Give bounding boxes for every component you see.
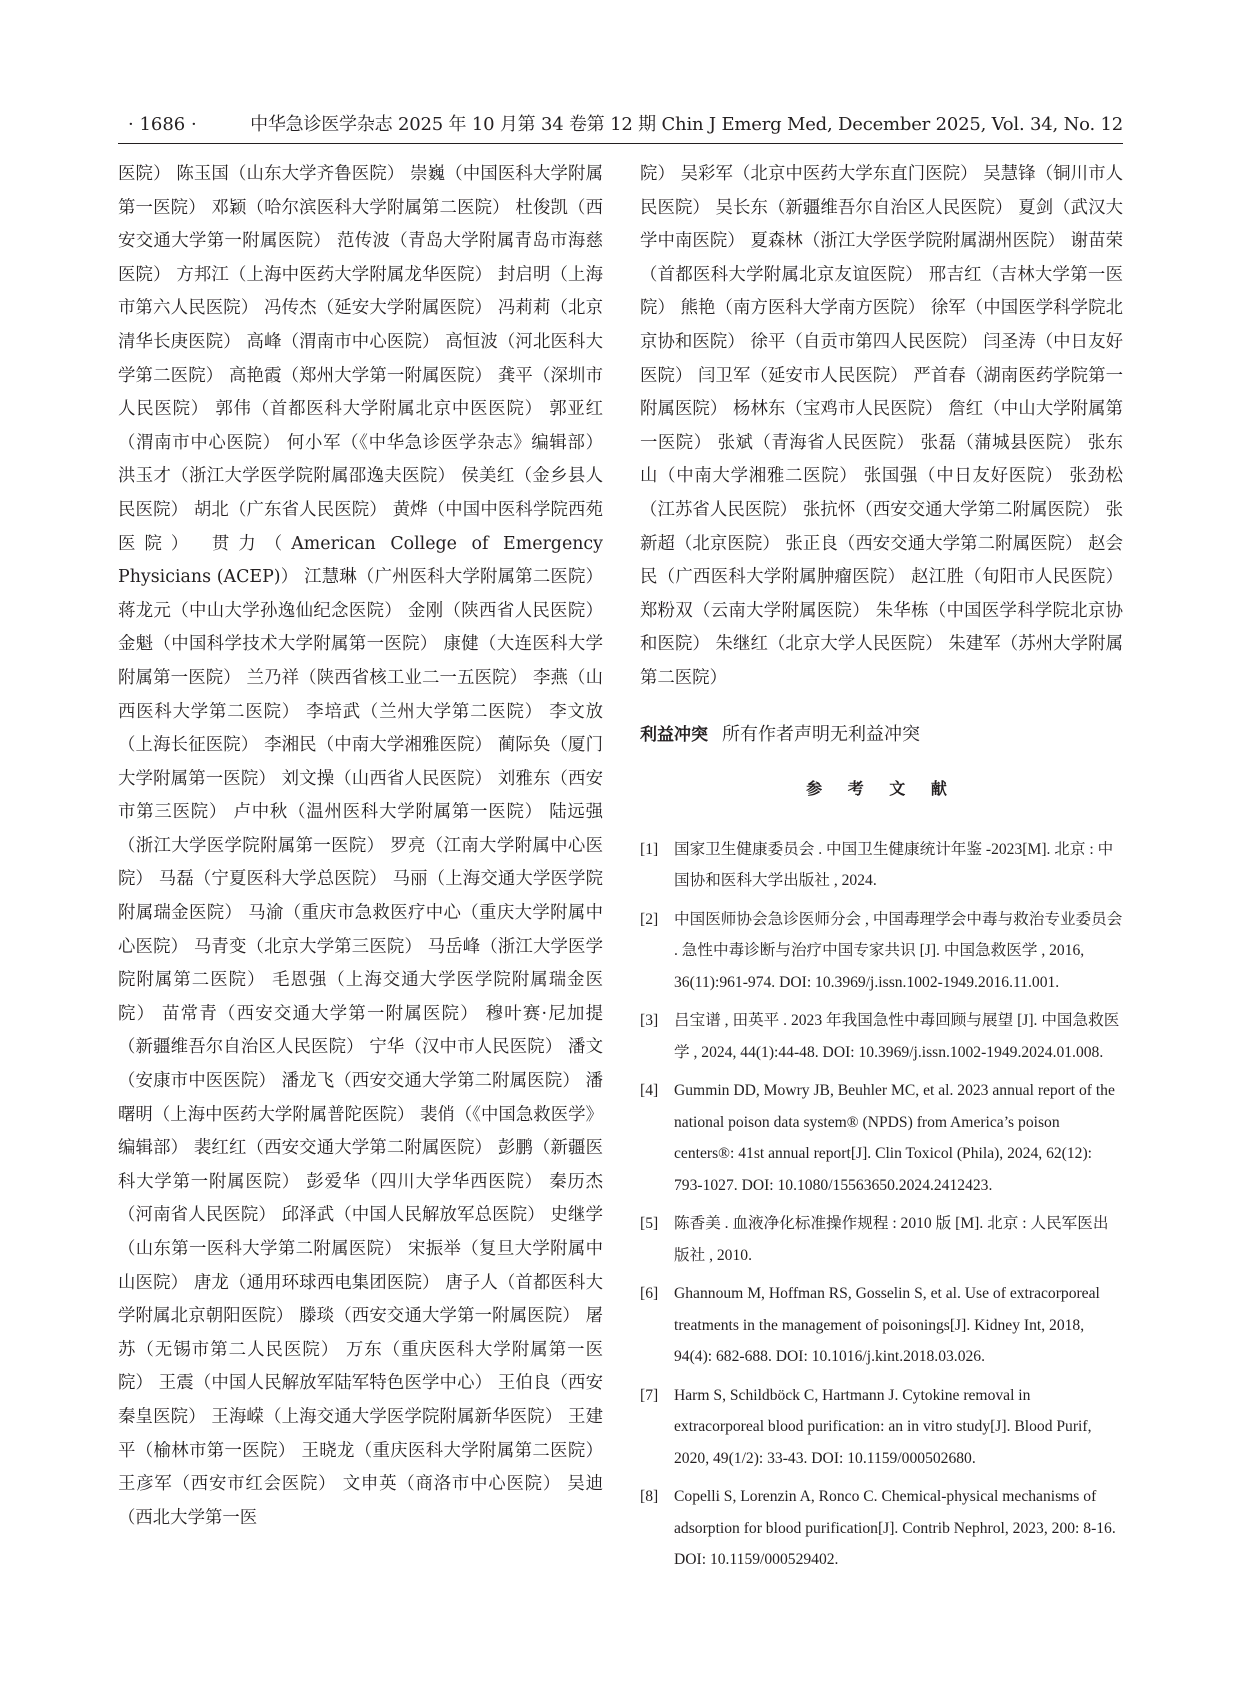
reference-number: [6]: [640, 1285, 659, 1302]
reference-text: 吕宝谱 , 田英平 . 2023 年我国急性中毒回顾与展望 [J]. 中国急救医学 , 2024, 44(1):44-48. DOI: 10.3969/j.issn.1002-1949.2024.01.008.: [674, 1012, 1120, 1061]
reference-item: [640, 1208, 1123, 1271]
header-rule: [118, 143, 1123, 144]
reference-item: [640, 1481, 1123, 1576]
left-column: [118, 158, 603, 1535]
reference-text: Gummin DD, Mowry JB, Beuhler MC, et al. 2023 annual report of the national poison data system® (NPDS) from America’s poison centers®: 41st annual report[J]. Clin Toxicol (Phila), 2024, 62(12): 793-1027. DOI: 10.1080/15563650.2024.2412423.: [674, 1082, 1115, 1194]
conflict-of-interest-label: 利益冲突: [640, 724, 708, 745]
right-column: [640, 158, 1123, 1583]
reference-text: 国家卫生健康委员会 . 中国卫生健康统计年鉴 -2023[M]. 北京 : 中国协和医科大学出版社 , 2024.: [674, 840, 1114, 889]
reference-number: [8]: [640, 1488, 659, 1505]
reference-number: [7]: [640, 1386, 659, 1404]
references-heading: 参 考 文 献: [806, 778, 957, 798]
reference-text: 中国医师协会急诊医师分会 , 中国毒理学会中毒与救治专业委员会 . 急性中毒诊断与治疗中国专家共识 [J]. 中国急救医学 , 2016, 36(11):961-974. DOI: 10.3969/j.issn.1002-1949.2016.11.001.: [674, 910, 1123, 991]
reference-number: [5]: [640, 1215, 659, 1232]
reference-text: 陈香美 . 血液净化标准操作规程 : 2010 版 [M]. 北京 : 人民军医出版社 , 2010.: [674, 1215, 1109, 1264]
reference-number: [4]: [640, 1082, 659, 1099]
reference-number: [1]: [640, 840, 659, 858]
journal-citation: 中华急诊医学杂志 2025 年 10 月第 34 卷第 12 期 Chin J Emerg Med, December 2025, Vol. 34, No. 12: [250, 114, 1123, 135]
page-header: [118, 108, 1123, 142]
reference-text: Copelli S, Lorenzin A, Ronco C. Chemical-physical mechanisms of adsorption for blood purification[J]. Contrib Nephrol, 2023, 200: 8-16. DOI: 10.1159/000529402.: [674, 1488, 1116, 1568]
acknowledgment-list-part-2: 院） 吴彩军（北京中医药大学东直门医院） 吴慧锋（铜川市人民医院） 吴长东（新疆维吾尔自治区人民医院） 夏剑（武汉大学中南医院） 夏森林（浙江大学医学院附属湖州医院） 谢苗荣（首都医科大学附属北京友谊医院） 邢吉红（吉林大学第一医院） 熊艳（南方医科大学南方医院） 徐军（中国医学科学院北京协和医院） 徐平（自贡市第四人民医院） 闫圣涛（中日友好医院） 闫卫军（延安市人民医院） 严首春（湖南医药学院第一附属医院） 杨林东（宝鸡市人民医院） 詹红（中山大学附属第一医院） 张斌（青海省人民医院） 张磊（蒲城县医院） 张东山（中南大学湘雅二医院） 张国强（中日友好医院） 张劲松（江苏省人民医院） 张抗怀（西安交通大学第二附属医院） 张新超（北京医院） 张正良（西安交通大学第二附属医院） 赵会民（广西医科大学附属肿瘤医院） 赵江胜（旬阳市人民医院） 郑粉双（云南大学附属医院） 朱华栋（中国医学科学院北京协和医院） 朱继红（北京大学人民医院） 朱建军（苏州大学附属第二医院）: [640, 164, 1123, 688]
conflict-of-interest: [640, 720, 1123, 750]
conflict-of-interest-text: 所有作者声明无利益冲突: [722, 723, 920, 745]
reference-item: [640, 1278, 1123, 1373]
reference-item: [640, 904, 1123, 999]
reference-item: [640, 1075, 1123, 1201]
reference-list: [640, 834, 1123, 1576]
reference-item: [640, 1005, 1123, 1068]
reference-item: [640, 1380, 1123, 1475]
reference-item: [640, 834, 1123, 897]
reference-text: Harm S, Schildböck C, Hartmann J. Cytokine removal in extracorporeal blood purification: an in vitro study[J]. Blood Purif, 2020, 49(1/2): 33-43. DOI: 10.1159/000502680.: [674, 1386, 1092, 1467]
reference-number: [3]: [640, 1012, 659, 1029]
page-number: · 1686 ·: [128, 114, 197, 135]
acknowledgment-list-part-1: 医院） 陈玉国（山东大学齐鲁医院） 崇巍（中国医科大学附属第一医院） 邓颖（哈尔滨医科大学附属第二医院） 杜俊凯（西安交通大学第一附属医院） 范传波（青岛大学附属青岛市海慈医院） 方邦江（上海中医药大学附属龙华医院） 封启明（上海市第六人民医院） 冯传杰（延安大学附属医院） 冯莉莉（北京清华长庚医院） 高峰（渭南市中心医院） 高恒波（河北医科大学第二医院） 高艳霞（郑州大学第一附属医院） 龚平（深圳市人民医院） 郭伟（首都医科大学附属北京中医医院） 郭亚红（渭南市中心医院） 何小军（《中华急诊医学杂志》编辑部） 洪玉才（浙江大学医学院附属邵逸夫医院） 侯美红（金乡县人民医院） 胡北（广东省人民医院） 黄烨（中国中医科学院西苑医院） 贯力（American College of Emergency Physicians (ACEP)） 江慧琳（广州医科大学附属第二医院） 蒋龙元（中山大学孙逸仙纪念医院） 金刚（陕西省人民医院） 金魁（中国科学技术大学附属第一医院） 康健（大连医科大学附属第一医院） 兰乃祥（陕西省核工业二一五医院） 李燕（山西医科大学第二医院） 李培武（兰州大学第二医院） 李文放（上海长征医院） 李湘民（中南大学湘雅医院） 蔺际奂（厦门大学附属第一医院） 刘文操（山西省人民医院） 刘雅东（西安市第三医院） 卢中秋（温州医科大学附属第一医院） 陆远强（浙江大学医学院附属第一医院） 罗亮（江南大学附属中心医院） 马磊（宁夏医科大学总医院） 马丽（上海交通大学医学院附属瑞金医院） 马渝（重庆市急救医疗中心（重庆大学附属中心医院） 马青变（北京大学第三医院） 马岳峰（浙江大学医学院附属第二医院） 毛恩强（上海交通大学医学院附属瑞金医院） 苗常青（西安交通大学第一附属医院） 穆叶赛·尼加提（新疆维吾尔自治区人民医院） 宁华（汉中市人民医院） 潘文（安康市中医医院） 潘龙飞（西安交通大学第二附属医院） 潘曙明（上海中医药大学附属普陀医院） 裴俏（《中国急救医学》编辑部） 裴红红（西安交通大学第二附属医院） 彭鹏（新疆医科大学第一附属医院） 彭爱华（四川大学华西医院） 秦历杰（河南省人民医院） 邱泽武（中国人民解放军总医院） 史继学（山东第一医科大学第二附属医院） 宋振举（复旦大学附属中山医院） 唐龙（通用环球西电集团医院） 唐子人（首都医科大学附属北京朝阳医院） 滕琰（西安交通大学第一附属医院） 屠苏（无锡市第二人民医院） 万东（重庆医科大学附属第一医院） 王震（中国人民解放军陆军特色医学中心） 王伯良（西安秦皇医院） 王海嵘（上海交通大学医学院附属新华医院） 王建平（榆林市第一医院） 王晓龙（重庆医科大学附属第二医院） 王彦军（西安市红会医院） 文申英（商洛市中心医院） 吴迪（西北大学第一医: [118, 164, 603, 1528]
reference-number: [2]: [640, 910, 659, 928]
reference-text: Ghannoum M, Hoffman RS, Gosselin S, et al. Use of extracorporeal treatments in the management of poisonings[J]. Kidney Int, 2018, 94(4): 682-688. DOI: 10.1016/j.kint.2018.03.026.: [674, 1285, 1100, 1365]
